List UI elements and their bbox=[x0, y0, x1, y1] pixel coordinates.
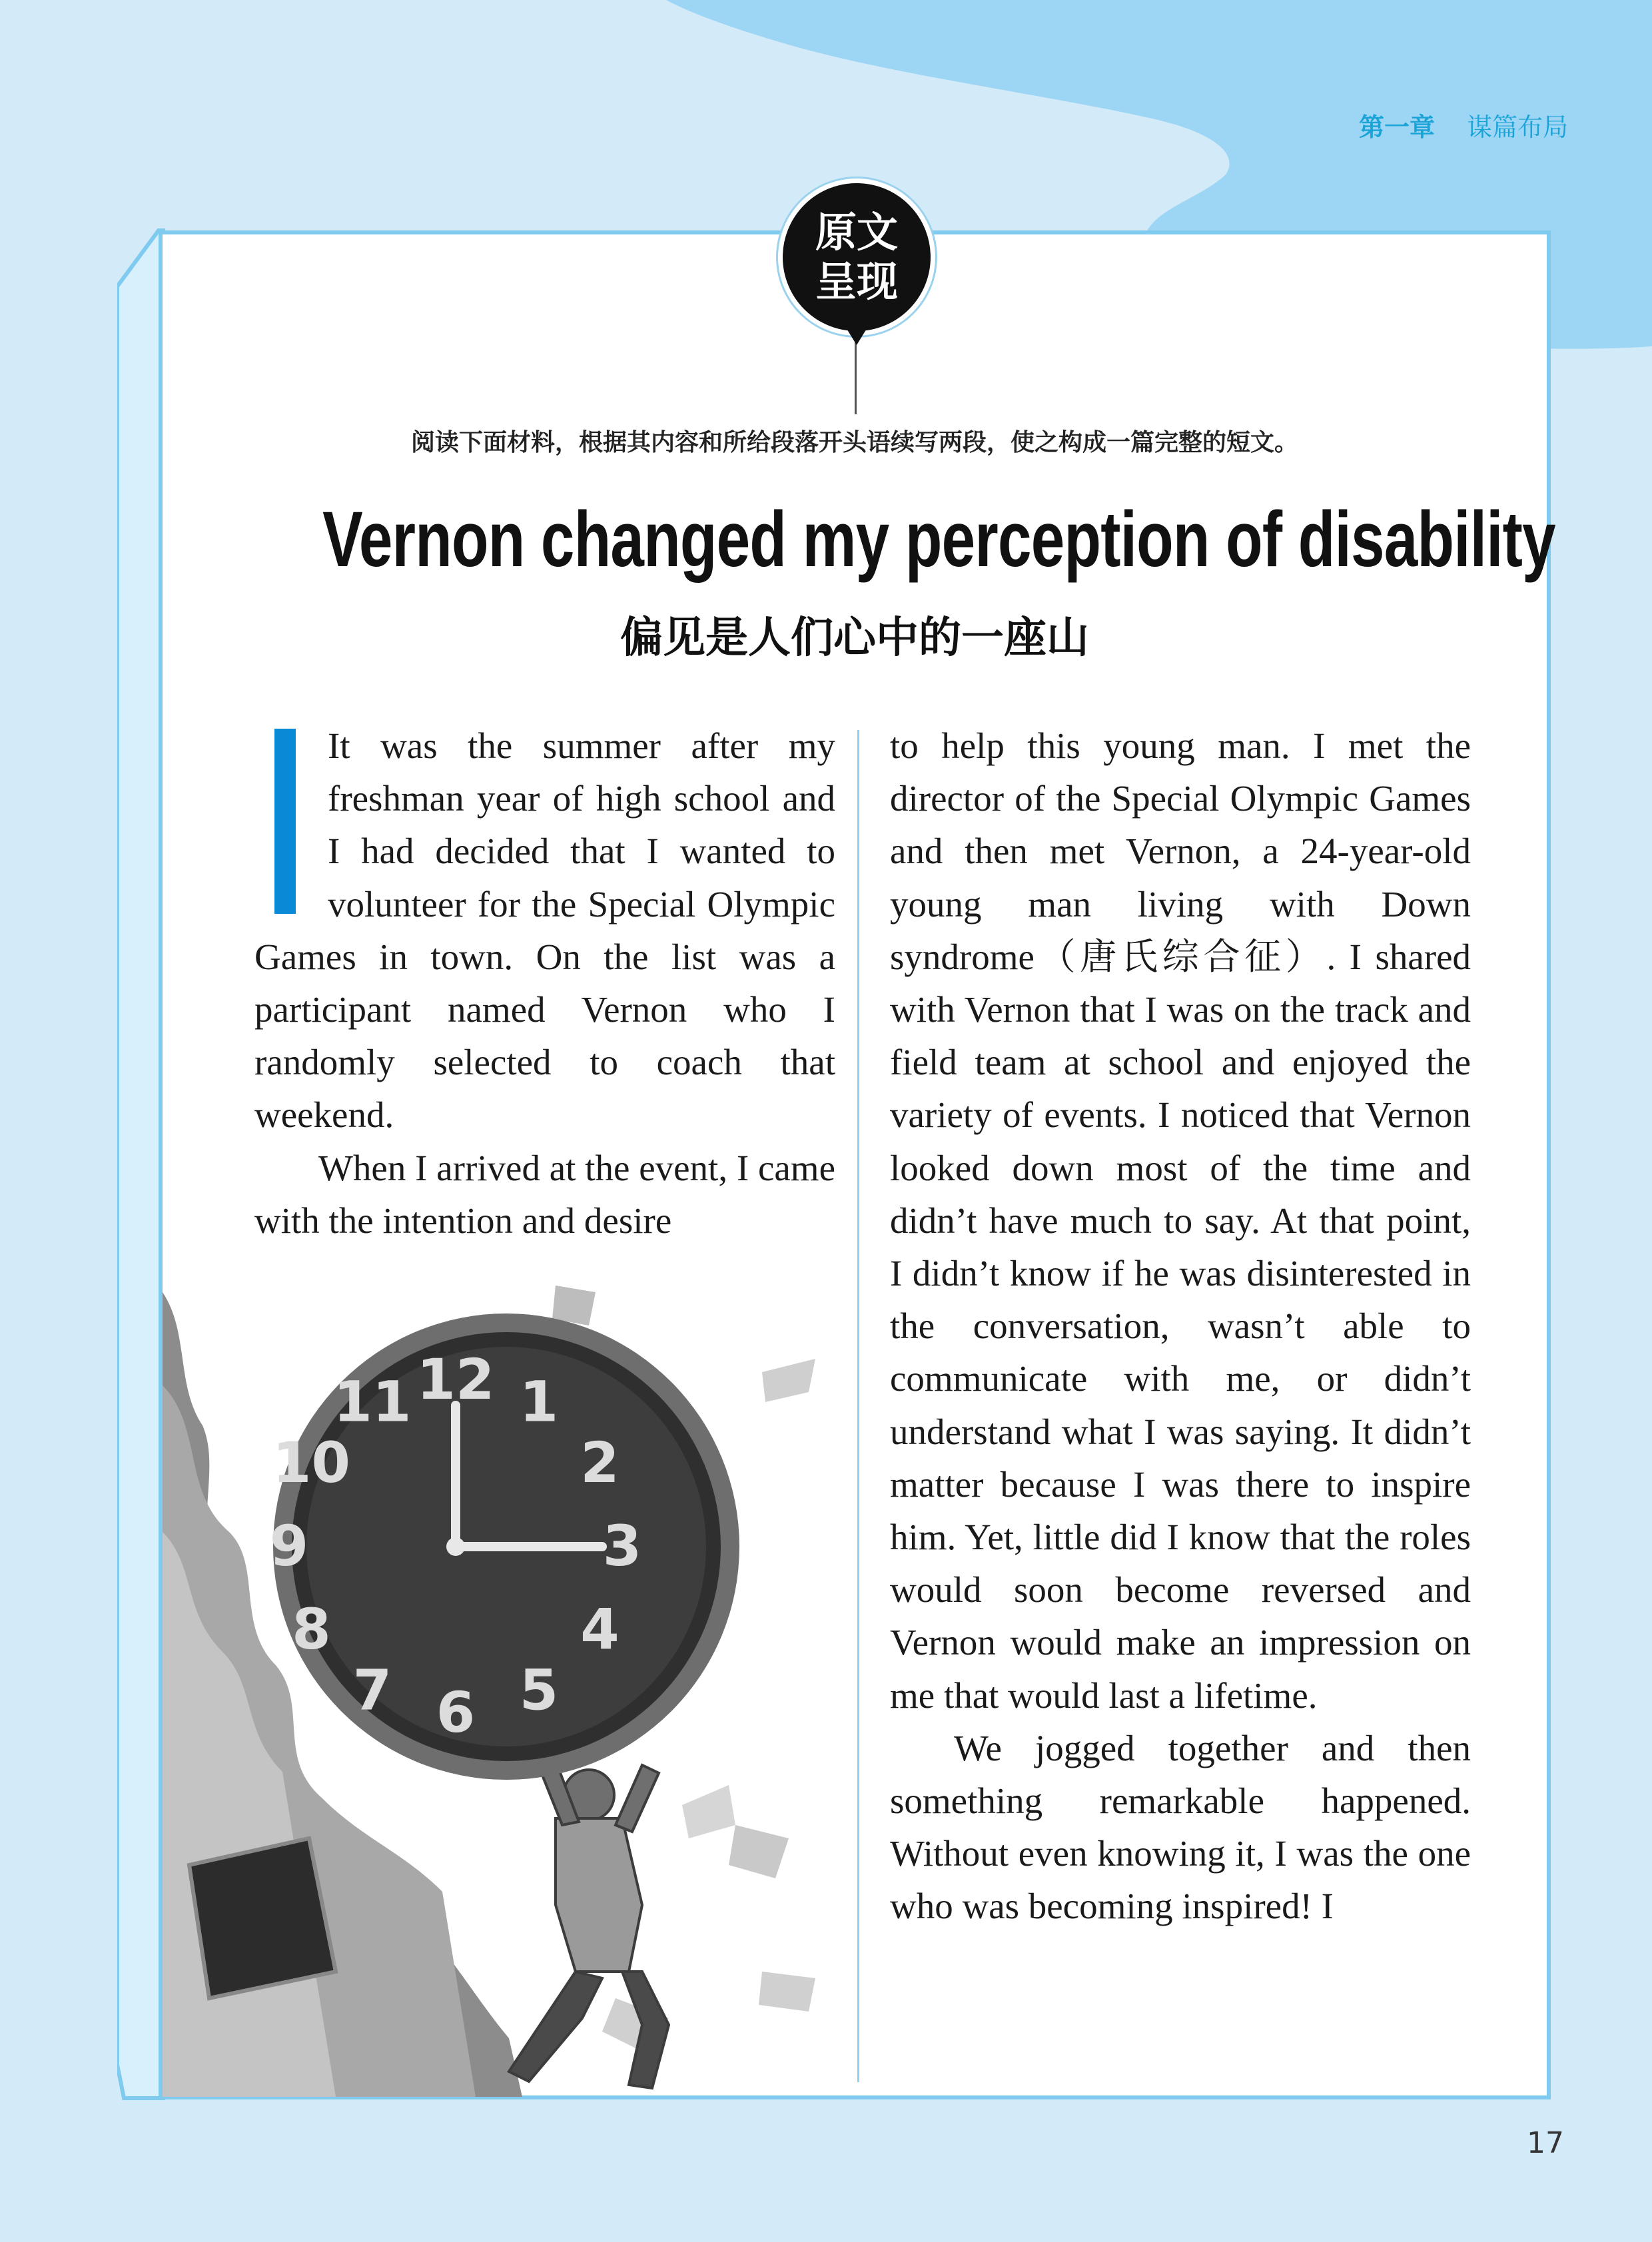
badge-line-1: 原文 bbox=[815, 208, 898, 256]
clock-numeral: 7 bbox=[352, 1657, 392, 1723]
clock-numeral: 6 bbox=[436, 1680, 476, 1745]
badge-line-2: 呈现 bbox=[815, 257, 898, 306]
paragraph-3: We jogged together and then something remarkable happened. Without even knowing it, I was the one who was becoming inspired! I bbox=[890, 1727, 1471, 1927]
clock-numeral: 3 bbox=[602, 1513, 642, 1579]
paragraph-2-continued: to help this young man. I met the director of the Special Olympic Games and then met Vernon, a 24-year-old young man living with Down syndrome（唐氏综合征）. I shared with Vernon that I was on the track and field team at school and enjoyed the variety of events. I noticed that Vernon looked down most of the time and didn’t have much to say. At that point, I didn’t know if he was disinterested in the conversation, wasn’t able to communicate with me, or didn’t understand what I was saying. It didn’t matter because I was there to inspire him. Yet, little did I know that the roles would soon become reversed and Vernon would make an impression on me that would last a lifetime. bbox=[890, 725, 1471, 1716]
clock-numeral: 10 bbox=[272, 1430, 350, 1495]
article-title: Vernon changed my perception of disability bbox=[322, 496, 1555, 583]
chapter-title: 谋篇布局 bbox=[1467, 113, 1569, 142]
clock-numeral: 2 bbox=[580, 1430, 620, 1495]
clock-numeral: 11 bbox=[333, 1369, 412, 1435]
clock-numeral: 9 bbox=[269, 1513, 309, 1579]
clock-numeral: 5 bbox=[519, 1657, 559, 1723]
badge-connector bbox=[855, 340, 857, 414]
chapter-header bbox=[1359, 107, 1568, 143]
badge-pin-icon bbox=[846, 328, 867, 345]
clock-numeral: 1 bbox=[519, 1369, 559, 1435]
column-divider bbox=[857, 730, 859, 2082]
task-instruction: 阅读下面材料，根据其内容和所给段落开头语续写两段，使之构成一篇完整的短文。 bbox=[410, 429, 1298, 456]
article-column-left bbox=[254, 719, 835, 1247]
clock-numeral: 12 bbox=[416, 1347, 495, 1412]
clock-numeral: 8 bbox=[292, 1597, 331, 1662]
page-number: 17 bbox=[1527, 2126, 1564, 2160]
paragraph-1: It was the summer after my freshman year of high school and I had decided that I wanted to volunteer for the Special Olympic Games in town. On the list was a participant named Vernon who I randomly selected to coach that weekend. bbox=[254, 725, 835, 1136]
chapter-number: 第一章 bbox=[1359, 113, 1436, 142]
clock-numeral: 4 bbox=[580, 1597, 620, 1662]
clock-burden-illustration bbox=[163, 1252, 855, 2097]
dropcap-bar-icon bbox=[274, 729, 296, 914]
article-subtitle: 偏见是人们心中的一座山 bbox=[620, 613, 1089, 663]
article-column-right bbox=[890, 719, 1471, 1933]
paragraph-2: When I arrived at the event, I came with the intention and desire bbox=[254, 1147, 835, 1241]
section-badge bbox=[778, 179, 935, 336]
